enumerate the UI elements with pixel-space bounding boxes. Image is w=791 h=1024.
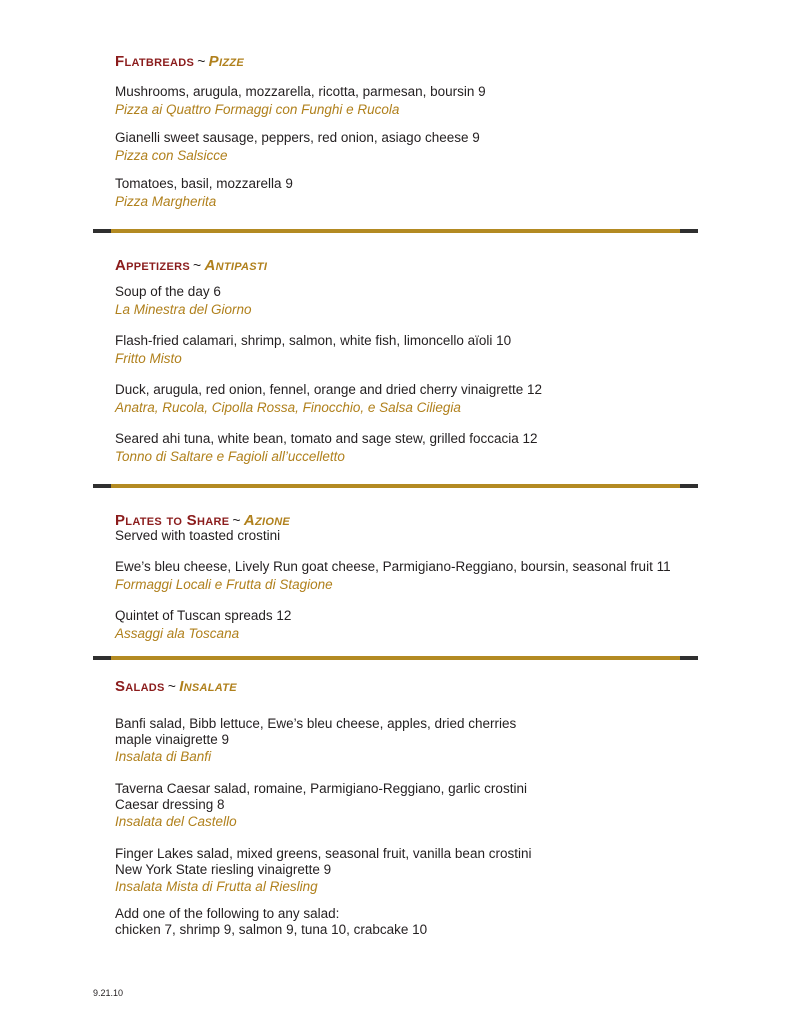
menu-item-italian-name: Pizza Margherita bbox=[115, 194, 217, 209]
heading-italian: Insalate bbox=[179, 678, 237, 695]
menu-item-italian-name: Fritto Misto bbox=[115, 351, 182, 366]
heading-tilde: ~ bbox=[197, 53, 206, 69]
menu-item-italian-name: Assaggi ala Toscana bbox=[115, 626, 240, 641]
date-code: 9.21.10 bbox=[93, 988, 124, 998]
heading-tilde: ~ bbox=[167, 678, 177, 694]
menu-item-description: Banfi salad, Bibb lettuce, Ewe’s bleu cheese, apples, dried cherries bbox=[115, 716, 517, 731]
menu-item-description: Taverna Caesar salad, romaine, Parmigiano-Reggiano, garlic crostini bbox=[115, 781, 527, 796]
salad-addon-intro: Add one of the following to any salad: bbox=[115, 906, 340, 921]
menu-item-description: Tomatoes, basil, mozzarella 9 bbox=[115, 176, 293, 191]
menu-item-description: Duck, arugula, red onion, fennel, orange and dried cherry vinaigrette 12 bbox=[115, 382, 543, 397]
menu-item-description: Flash-fried calamari, shrimp, salmon, white fish, limoncello aïoli 10 bbox=[115, 333, 512, 348]
section-divider bbox=[93, 484, 698, 488]
section-heading-flatbreads bbox=[115, 53, 244, 70]
menu-item-italian-name: La Minestra del Giorno bbox=[115, 302, 252, 317]
section-divider bbox=[93, 229, 698, 233]
menu-item-description: Mushrooms, arugula, mozzarella, ricotta, parmesan, boursin 9 bbox=[115, 84, 486, 99]
menu-item-italian-name: Pizza con Salsicce bbox=[115, 148, 228, 163]
heading-tilde: ~ bbox=[232, 512, 241, 528]
menu-item-description: Quintet of Tuscan spreads 12 bbox=[115, 608, 292, 623]
menu-item-description: Finger Lakes salad, mixed greens, seasonal fruit, vanilla bean crostini bbox=[115, 846, 532, 861]
heading-italian: Antipasti bbox=[204, 257, 268, 274]
menu-item-italian-name: Tonno di Saltare e Fagioli all’uccelletto bbox=[115, 449, 345, 464]
menu-item-description: maple vinaigrette 9 bbox=[115, 732, 230, 747]
menu-item-description: Gianelli sweet sausage, peppers, red onion, asiago cheese 9 bbox=[115, 130, 480, 145]
heading-italian: Azione bbox=[243, 512, 291, 529]
menu-item-italian-name: Insalata Mista di Frutta al Riesling bbox=[115, 879, 318, 894]
menu-item-description: Caesar dressing 8 bbox=[115, 797, 225, 812]
menu-item-description: Ewe’s bleu cheese, Lively Run goat cheese, Parmigiano-Reggiano, boursin, seasonal fruit 11 bbox=[115, 559, 671, 574]
menu-item-description: Soup of the day 6 bbox=[115, 284, 221, 299]
menu-item-italian-name: Insalata del Castello bbox=[115, 814, 237, 829]
menu-item-italian-name: Insalata di Banfi bbox=[115, 749, 212, 764]
heading-english: Salads bbox=[115, 678, 165, 695]
section-divider bbox=[93, 656, 698, 660]
section-heading-appetizers bbox=[115, 257, 267, 274]
menu-item-italian-name: Formaggi Locali e Frutta di Stagione bbox=[115, 577, 333, 592]
heading-english: Plates to Share bbox=[115, 512, 230, 529]
section-subtitle: Served with toasted crostini bbox=[115, 528, 281, 543]
menu-item-description: New York State riesling vinaigrette 9 bbox=[115, 862, 332, 877]
menu-item-italian-name: Anatra, Rucola, Cipolla Rossa, Finocchio, e Salsa Ciliegia bbox=[115, 400, 461, 415]
heading-english: Appetizers bbox=[115, 257, 190, 274]
heading-english: Flatbreads bbox=[115, 53, 195, 70]
menu-item-italian-name: Pizza ai Quattro Formaggi con Funghi e Rucola bbox=[115, 102, 400, 117]
heading-tilde: ~ bbox=[192, 257, 202, 273]
salad-addon-options: chicken 7, shrimp 9, salmon 9, tuna 10, crabcake 10 bbox=[115, 922, 428, 937]
section-heading-plates-to-share bbox=[115, 512, 290, 529]
menu-item-description: Seared ahi tuna, white bean, tomato and sage stew, grilled foccacia 12 bbox=[115, 431, 538, 446]
heading-italian: Pizze bbox=[208, 53, 245, 70]
section-heading-salads bbox=[115, 678, 237, 695]
